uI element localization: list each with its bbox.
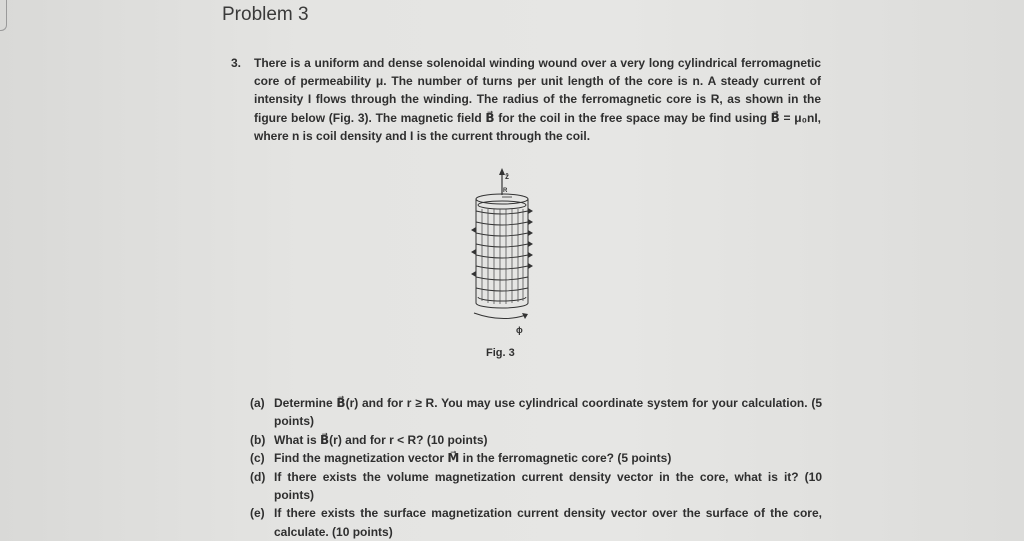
- z-axis-label: ẑ: [505, 172, 509, 181]
- question-part-e: [250, 504, 822, 541]
- part-label: (b): [250, 432, 266, 447]
- phi-label: ϕ: [516, 325, 523, 335]
- problem-number: 3.: [231, 56, 242, 70]
- page-edge-line: [0, 0, 7, 31]
- part-label: (e): [250, 506, 265, 521]
- part-label: (d): [250, 469, 266, 484]
- problem-text: There is a uniform and dense solenoidal winding wound over a very long cylindrical ferromagnetic core of permeability μ. The number of turns per unit length of the core is n. A steady current of intensity I flows through the winding. The radius of the ferromagnetic core is R, as shown in the figure below (Fig. 3). The magnetic field B⃗ for the coil in the free space may be find using B⃗ = μ₀nI, where n is coil density and I is the current through the coil.: [254, 56, 821, 143]
- phi-direction-arc: [474, 313, 526, 319]
- part-text: If there exists the surface magnetization current density vector over the surface of the core, calculate. (10 points): [274, 506, 822, 539]
- part-text: Determine B⃗(r) and for r ≥ R. You may use cylindrical coordinate system for your calculation. (5 points): [274, 396, 822, 429]
- radius-label: R: [503, 188, 508, 194]
- figure-caption: Fig. 3: [486, 347, 515, 359]
- part-label: (a): [250, 396, 265, 410]
- question-part-c: [250, 449, 822, 467]
- part-text: Find the magnetization vector M⃗ in the ferromagnetic core? (5 points): [274, 451, 672, 466]
- problem-statement: [231, 54, 821, 145]
- question-part-d: [250, 468, 822, 505]
- solenoid-figure: [462, 163, 542, 343]
- solenoid-diagram: [462, 163, 542, 343]
- question-part-b: [250, 431, 822, 449]
- solenoid-windings: [476, 211, 528, 291]
- part-text: What is B⃗(r) and for r < R? (10 points): [274, 432, 488, 447]
- question-part-a: [250, 394, 822, 431]
- part-text: If there exists the volume magnetization current density vector in the core, what is it? (10 points): [274, 469, 822, 503]
- page-title: Problem 3: [222, 4, 309, 25]
- question-parts: [250, 394, 822, 541]
- part-label: (c): [250, 451, 265, 466]
